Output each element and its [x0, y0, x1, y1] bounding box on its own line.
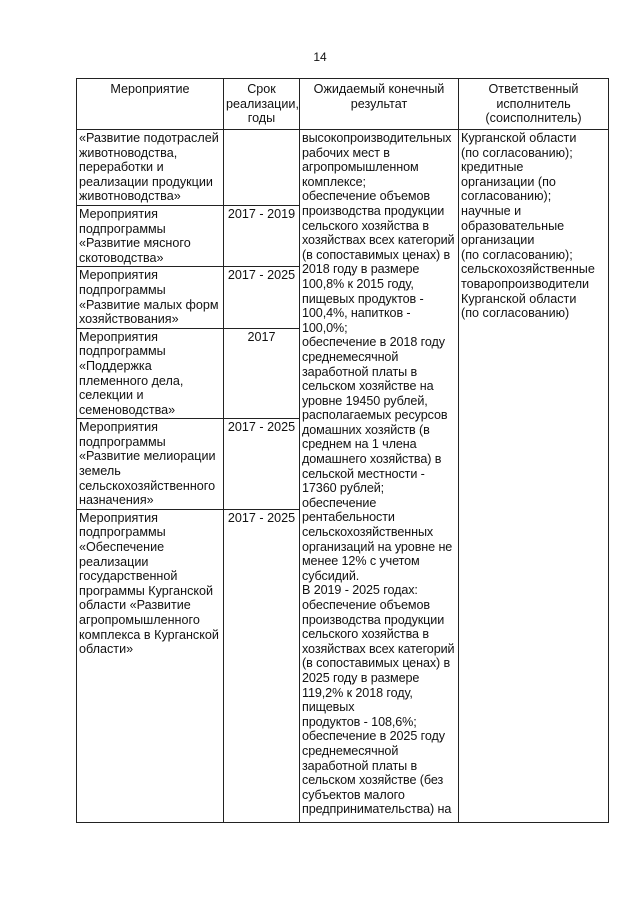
activity-cell: «Развитие подотраслей животноводства, переработки и реализации продукции животноводства»	[77, 130, 224, 206]
period-cell	[224, 130, 300, 206]
header-period: Срок реализации, годы	[224, 79, 300, 130]
header-responsible: Ответственный исполнитель (соисполнитель)	[459, 79, 609, 130]
header-activity: Мероприятие	[77, 79, 224, 130]
period-cell: 2017 - 2025	[224, 419, 300, 510]
activity-cell: Мероприятия подпрограммы «Развитие мясного скотоводства»	[77, 205, 224, 266]
activity-cell: Мероприятия подпрограммы «Обеспечение реализации государственной программы Курганской области «Развитие агропромышленного комплекса в Курганской области»	[77, 509, 224, 822]
period-cell: 2017 - 2025	[224, 267, 300, 328]
table-header-row	[77, 79, 609, 130]
expected-result-cell: высокопроизводительных рабочих мест в агропромышленном комплексе; обеспечение объемов производства продукции сельского хозяйства в хозяйствах всех категорий (в сопоставимых ценах) в 2018 году в размере 100,8% к 2015 году, пищевых продуктов - 100,4%, напитков - 100,0%; обеспечение в 2018 году среднемесячной заработной платы в сельском хозяйстве на уровне 19450 рублей, располагаемых ресурсов домашних хозяйств (в среднем на 1 члена домашнего хозяйства) в сельской местности - 17360 рублей; обеспечение рентабельности сельскохозяйственных организаций на уровне не менее 12% с учетом субсидий. В 2019 - 2025 годах: обеспечение объемов производства продукции сельского хозяйства в хозяйствах всех категорий (в сопоставимых ценах) в 2025 году в размере 119,2% к 2018 году, пищевых продуктов - 108,6%; обеспечение в 2025 году среднемесячной заработной платы в сельском хозяйстве (без субъектов малого предпринимательства) на	[300, 130, 459, 823]
page-number: 14	[313, 50, 327, 64]
measures-table	[76, 78, 609, 823]
table-row	[77, 130, 609, 206]
activity-cell: Мероприятия подпрограммы «Развитие малых форм хозяйствования»	[77, 267, 224, 328]
period-cell: 2017	[224, 328, 300, 419]
responsible-cell: Курганской области (по согласованию); кредитные организации (по согласованию); научные и образовательные организации (по согласованию); сельскохозяйственные товаропроизводители Курганской области (по согласованию)	[459, 130, 609, 823]
period-cell: 2017 - 2025	[224, 509, 300, 822]
period-cell: 2017 - 2019	[224, 205, 300, 266]
activity-cell: Мероприятия подпрограммы «Развитие мелиорации земель сельскохозяйственного назначения»	[77, 419, 224, 510]
activity-cell: Мероприятия подпрограммы «Поддержка племенного дела, селекции и семеноводства»	[77, 328, 224, 419]
header-expected-result: Ожидаемый конечный результат	[300, 79, 459, 130]
